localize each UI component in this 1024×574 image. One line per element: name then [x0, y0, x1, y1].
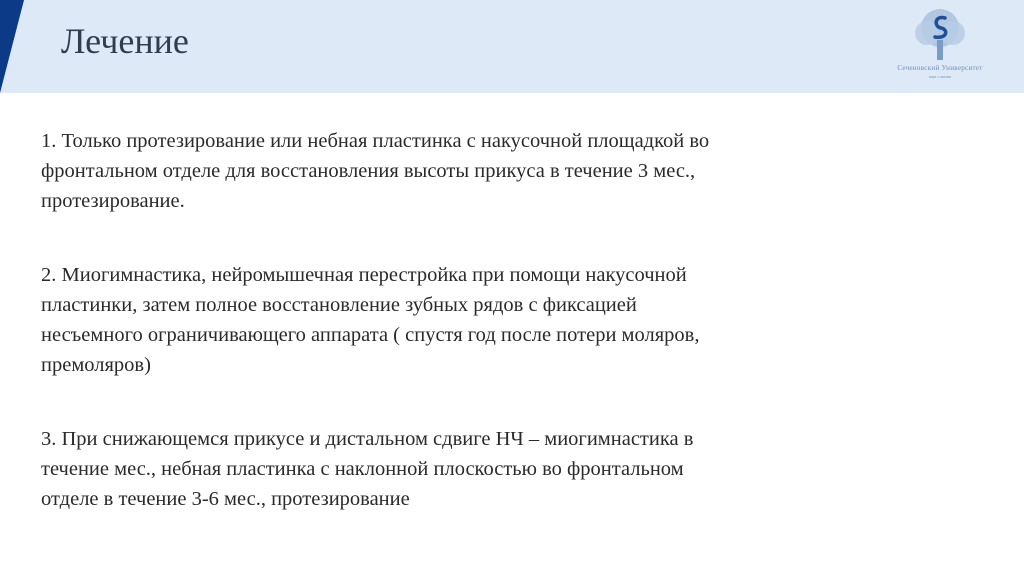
university-logo — [880, 6, 1000, 86]
paragraph-3: 3. При снижающемся прикусе и дистальном сдвиге НЧ – миогимнастика в течение мес., небная пластинка с наклонной плоскостью во фронтальном отделе в течение 3-6 мес., протезирование — [41, 428, 694, 510]
logo-name: Сеченовский Университет — [897, 64, 983, 72]
paragraph-2: 2. Миогимнастика, нейромышечная перестройка при помощи накусочной пластинки, затем полное восстановление зубных рядов с фиксацией несъемного ограничивающего аппарата ( спустя год после потери моляров, премоляров) — [41, 264, 700, 376]
paragraph-1: 1. Только протезирование или небная пластинка с накусочной площадкой во фронтальном отделе для восстановления высоты прикуса в течение 3 мес., протезирование. — [41, 130, 710, 212]
tree-logo-icon — [910, 6, 970, 62]
content-body — [41, 126, 921, 514]
logo-tagline: наук о жизни — [928, 74, 952, 79]
slide-title: Лечение — [61, 21, 189, 61]
